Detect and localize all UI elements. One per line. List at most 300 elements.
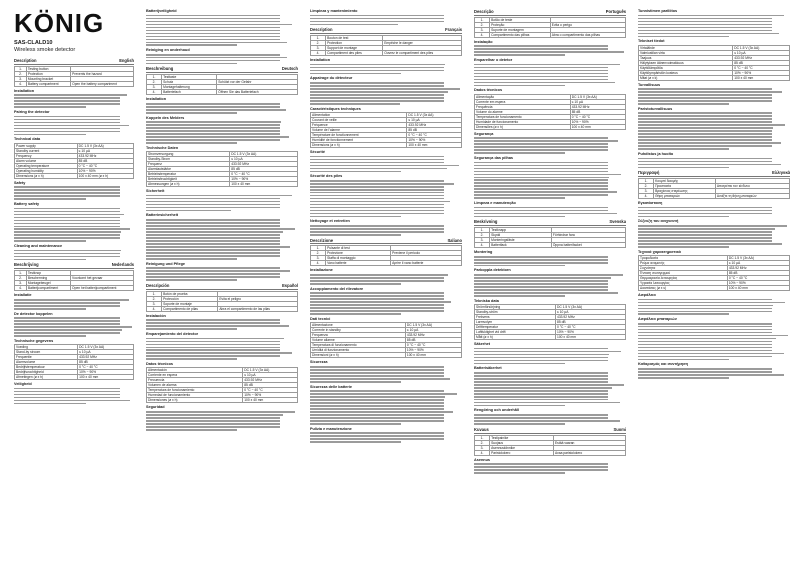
table-cell: Temperatura de funcionamento — [475, 114, 571, 119]
text-line — [310, 372, 444, 374]
table-cell: 0 °C ~ 40 °C — [570, 114, 625, 119]
spec-table — [310, 35, 462, 56]
table-cell: 3. — [15, 281, 27, 286]
text-line — [146, 130, 280, 132]
text-line — [146, 322, 280, 324]
text-line — [310, 201, 450, 203]
text-line — [146, 210, 231, 212]
subheading: Appairage du détecteur — [310, 76, 353, 81]
paragraph — [638, 207, 790, 218]
text-line — [310, 234, 401, 236]
table-cell: Afmetingen (ø x h) — [15, 375, 78, 380]
table-cell: 100 x 40 mm — [570, 124, 625, 129]
table-row — [311, 261, 462, 266]
text-line — [146, 246, 290, 248]
text-line — [474, 177, 609, 179]
paragraph — [146, 338, 298, 361]
text-line — [474, 76, 608, 78]
table-row — [475, 32, 626, 37]
table-cell: Operating humidity — [15, 168, 78, 173]
text-line — [474, 402, 620, 404]
section-header — [146, 284, 298, 290]
paragraph — [474, 64, 626, 87]
table-cell: Paristolokero — [490, 450, 554, 455]
text-line — [310, 70, 444, 72]
table-cell: Botão de teste — [490, 17, 551, 22]
text-line — [474, 143, 608, 145]
table-cell: Θερμοκρασία λειτουργίας — [639, 275, 728, 280]
subheading: Battery safety — [14, 201, 40, 206]
table-cell: ≤ 10 µA — [733, 50, 790, 55]
table-cell: Battery compartment — [26, 81, 70, 86]
table-cell: 433.92 MHz — [405, 333, 461, 338]
text-line — [14, 403, 86, 405]
text-line — [474, 348, 608, 350]
table-row — [15, 286, 134, 291]
table-cell: Aprire il vano batterie — [391, 261, 462, 266]
text-line — [474, 375, 608, 377]
paragraph — [14, 388, 134, 405]
table-cell: Υγρασία λειτουργίας — [639, 280, 728, 285]
paragraph — [310, 390, 462, 425]
text-line — [310, 228, 444, 230]
table-cell: Bedrijfsvochtigheid — [15, 370, 78, 375]
table-cell: Volumen de alarma — [147, 383, 243, 388]
table-cell: Strömförsörjning — [475, 305, 556, 310]
table-cell: Standby-ström — [475, 310, 556, 315]
table-cell: Estää vaaran — [553, 440, 625, 445]
table-cell: 433.92 MHz — [243, 378, 298, 383]
subheading: Instalação — [474, 39, 493, 44]
table-cell: Batterijcompartiment — [26, 286, 70, 291]
text-line — [310, 156, 444, 158]
text-line — [474, 399, 608, 401]
text-line — [310, 295, 444, 297]
subheading: Batterijveiligheid — [146, 9, 177, 13]
text-line — [638, 210, 772, 212]
text-line — [638, 130, 772, 132]
table-cell: 85 dB — [727, 270, 789, 275]
text-line — [146, 136, 289, 138]
text-line — [638, 353, 784, 355]
text-line — [474, 140, 618, 142]
table-cell: 0 °C ~ 40 °C — [230, 172, 298, 177]
text-line — [638, 142, 781, 144]
subheading: Sicherheit — [146, 189, 165, 194]
section-header — [310, 239, 462, 245]
table-cell: Suporte de montagem — [490, 27, 551, 32]
table-cell: Compartiment des piles — [326, 51, 383, 56]
text-line — [638, 118, 772, 120]
text-line — [146, 44, 237, 46]
table-cell: Mounting bracket — [26, 76, 70, 81]
text-line — [638, 127, 773, 129]
text-line — [146, 207, 280, 209]
spec-table — [474, 435, 626, 456]
table-cell: 0 °C ~ 40 °C — [407, 132, 462, 137]
text-line — [14, 305, 120, 307]
text-line — [14, 103, 120, 105]
table-cell: Humidité de fonctionnement — [311, 137, 407, 142]
text-line — [474, 174, 621, 176]
section-title: Description — [310, 27, 333, 33]
text-line — [310, 307, 444, 309]
table-cell: 2. — [639, 184, 654, 189]
section-header — [474, 220, 626, 226]
table-cell: Frekvens — [475, 315, 556, 320]
text-line — [310, 24, 398, 26]
text-line — [146, 249, 280, 251]
text-line — [638, 305, 773, 307]
text-line — [146, 347, 280, 349]
text-line — [474, 286, 608, 288]
text-line — [14, 131, 120, 133]
text-line — [474, 420, 620, 422]
table-cell: 4. — [475, 243, 490, 248]
text-line — [638, 377, 729, 379]
text-line — [146, 139, 280, 141]
table-cell: 3. — [15, 76, 27, 81]
table-cell: Drifttemperatur — [475, 325, 556, 330]
table-cell: ≤ 10 µA — [78, 350, 134, 355]
text-line — [474, 179, 608, 181]
table-cell: 1. — [15, 66, 27, 71]
product-code: SAS-CLALD10 — [14, 40, 53, 46]
text-line — [14, 228, 130, 230]
text-line — [146, 57, 287, 59]
text-line — [310, 405, 444, 407]
table-cell: Ένταση συναγερμού — [639, 270, 728, 275]
text-line — [638, 36, 729, 38]
paragraph — [474, 463, 626, 474]
text-line — [310, 15, 444, 17]
subheading: Installation — [310, 58, 331, 63]
spec-table — [638, 255, 790, 291]
table-cell: 10% ~ 90% — [570, 119, 625, 124]
subheading: Installation — [146, 97, 167, 102]
table-cell: Previene il pericolo — [391, 251, 462, 256]
text-line — [474, 171, 608, 173]
table-row — [15, 173, 134, 178]
table-cell: Suojaus — [490, 440, 554, 445]
text-line — [310, 411, 453, 413]
text-line — [310, 91, 448, 93]
text-line — [146, 423, 280, 425]
table-cell: 85 dB — [230, 167, 298, 172]
paragraph — [146, 267, 298, 281]
text-line — [638, 24, 772, 26]
table-cell: 100 x 40 mm — [405, 353, 461, 358]
table-cell: Avaa paristolokero — [553, 450, 625, 455]
text-line — [474, 210, 608, 212]
text-line — [310, 210, 444, 212]
subheading: Montering — [474, 250, 493, 255]
spec-table — [638, 178, 790, 199]
text-line — [14, 106, 86, 108]
text-line — [310, 100, 444, 102]
text-line — [638, 299, 772, 301]
paragraph — [310, 64, 462, 75]
subheading: Εγκατάσταση — [638, 201, 663, 206]
subheading: Emparelhar o detetor — [474, 58, 513, 63]
paragraph — [310, 225, 462, 236]
table-cell: Volume de l'alarme — [311, 127, 407, 132]
text-line — [310, 88, 460, 90]
text-line — [146, 237, 280, 239]
table-row — [147, 182, 298, 187]
table-cell: Dimensões (ø x h) — [475, 124, 571, 129]
text-line — [14, 122, 120, 124]
section-header — [638, 171, 790, 177]
table-cell: ≤ 10 µA — [407, 117, 462, 122]
text-line — [474, 182, 608, 184]
subheading: Pairing the detector — [14, 110, 50, 115]
text-line — [474, 191, 617, 193]
text-line — [146, 417, 280, 419]
text-line — [474, 64, 620, 66]
section-header — [14, 263, 134, 269]
table-cell: 4. — [639, 194, 654, 199]
text-line — [638, 374, 784, 376]
text-line — [474, 82, 615, 84]
text-line — [14, 240, 86, 242]
text-line — [474, 372, 608, 374]
table-cell: Bouton de test — [326, 36, 383, 41]
paragraph — [474, 162, 626, 200]
text-line — [14, 332, 120, 334]
paragraph — [146, 219, 298, 259]
text-line — [638, 231, 772, 233]
table-cell: 1. — [147, 291, 162, 296]
table-cell: Luftfuktighet vid drift — [475, 330, 556, 335]
table-cell: Dimensions (ø x h) — [311, 142, 407, 147]
table-cell: 1. — [147, 75, 162, 80]
text-line — [474, 73, 608, 75]
text-line — [474, 292, 618, 294]
text-line — [310, 216, 401, 218]
spec-table — [146, 74, 298, 95]
table-cell: 85 dB — [407, 127, 462, 132]
table-cell: Temperatura de funcionamiento — [147, 388, 243, 393]
text-line — [310, 310, 444, 312]
text-line — [474, 162, 608, 164]
table-cell: 0 °C ~ 40 °C — [555, 325, 625, 330]
table-cell: ≤ 10 µA — [570, 99, 625, 104]
paragraph — [474, 256, 626, 267]
text-line — [474, 188, 608, 190]
table-cell: 2. — [311, 251, 326, 256]
table-cell: 1. — [15, 271, 27, 276]
language-label: Português — [605, 9, 626, 14]
paragraph — [14, 94, 134, 108]
text-line — [638, 228, 775, 230]
table-cell: Συχνότητα — [639, 265, 728, 270]
table-cell: Staffa di montaggio — [326, 256, 391, 261]
text-line — [310, 399, 444, 401]
paragraph — [638, 88, 790, 105]
text-line — [474, 384, 624, 386]
language-label: Ελληνικά — [772, 170, 790, 176]
text-line — [474, 85, 565, 87]
subheading: Ασφάλεια μπαταριών — [638, 317, 677, 322]
text-line — [474, 197, 565, 199]
subheading: Paristoturvallisuus — [638, 106, 673, 111]
text-line — [14, 320, 120, 322]
table-cell: Standby current — [15, 148, 78, 153]
text-line — [310, 381, 401, 383]
table-cell: Käyttöympäristön kosteus — [639, 70, 733, 75]
text-line — [638, 161, 772, 163]
table-row — [147, 398, 298, 403]
text-line — [638, 27, 772, 29]
text-line — [474, 360, 608, 362]
spec-table — [474, 227, 626, 248]
text-line — [638, 225, 787, 227]
text-line — [474, 414, 608, 416]
text-line — [310, 180, 444, 182]
text-line — [310, 441, 401, 443]
text-line — [638, 213, 772, 215]
subheading: Καθαρισμός και συντήρηση — [638, 362, 689, 367]
table-cell: 100 x 40 mm — [407, 142, 462, 147]
column-2 — [146, 7, 298, 563]
text-line — [14, 125, 129, 127]
text-line — [310, 280, 444, 282]
table-cell: 2. — [475, 233, 490, 238]
table-cell: Compartimento de pilas — [162, 306, 218, 311]
text-line — [310, 390, 444, 392]
table-cell: Montagehalterung — [162, 85, 217, 90]
text-line — [310, 304, 444, 306]
text-line — [14, 217, 120, 219]
table-cell: 0 °C ~ 40 °C — [77, 163, 133, 168]
table-cell: Testknop — [26, 271, 70, 276]
subheading: Instalación — [146, 313, 166, 318]
table-row — [475, 243, 626, 248]
table-cell: Corriente en espera — [147, 373, 243, 378]
table-cell: Open the battery compartment — [71, 81, 134, 86]
text-line — [146, 124, 280, 126]
text-line — [146, 352, 292, 354]
text-line — [14, 329, 122, 331]
text-line — [146, 234, 280, 236]
text-line — [310, 67, 444, 69]
text-line — [14, 189, 120, 191]
text-line — [474, 354, 609, 356]
table-cell: 3. — [475, 445, 490, 450]
table-cell: 433.92 MHz — [407, 122, 462, 127]
table-cell: Pulsante di test — [326, 246, 391, 251]
subheading: Datos técnicos — [146, 362, 174, 367]
paragraph — [638, 368, 790, 379]
table-cell: ≤ 10 µA — [727, 260, 789, 265]
table-cell: Operating temperature — [15, 163, 78, 168]
text-line — [146, 27, 280, 29]
text-line — [14, 256, 120, 258]
text-line — [310, 313, 401, 315]
text-line — [146, 18, 280, 20]
text-line — [14, 234, 120, 236]
text-line — [310, 97, 444, 99]
table-cell: Mått (ø x h) — [475, 335, 556, 340]
text-line — [146, 411, 295, 413]
table-cell: Bedrijfstemperatuur — [15, 365, 78, 370]
text-line — [146, 319, 280, 321]
section-title: Beschrijving — [14, 262, 39, 268]
text-line — [474, 280, 608, 282]
text-line — [310, 393, 457, 395]
paragraph — [310, 366, 462, 383]
text-line — [474, 51, 624, 53]
table-cell: Frequentie — [15, 355, 78, 360]
text-line — [14, 250, 121, 252]
table-cell: ≤ 10 µA — [77, 148, 133, 153]
text-line — [310, 192, 444, 194]
table-cell: Batterifack — [490, 243, 552, 248]
table-cell: Testing button — [26, 66, 70, 71]
table-cell: Alarmlautstärke — [147, 167, 230, 172]
subheading: Τεχνικά χαρακτηριστικά — [638, 249, 681, 254]
paragraph — [14, 299, 134, 310]
table-cell: Protection — [326, 41, 383, 46]
table-cell: Protezione — [326, 251, 391, 256]
table-cell: 433.92 MHz — [727, 265, 789, 270]
table-cell: Protección — [162, 296, 218, 301]
text-line — [310, 423, 401, 425]
text-line — [146, 341, 280, 343]
column-1 — [14, 56, 134, 563]
table-cell: Corrente em espera — [475, 99, 571, 104]
subheading: Reinigung und Pflege — [146, 261, 186, 266]
paragraph — [14, 116, 134, 136]
table-cell: Mitat (ø x k) — [639, 75, 733, 80]
section-title: Kuvaus — [474, 426, 489, 432]
table-cell: 2. — [311, 41, 326, 46]
text-line — [310, 378, 450, 380]
paragraph — [310, 292, 462, 315]
text-line — [474, 472, 565, 474]
section-title: Description — [14, 58, 37, 63]
text-line — [638, 341, 772, 343]
paragraph — [474, 274, 626, 297]
brand-logo: KÖNIG — [14, 8, 105, 38]
text-line — [14, 100, 120, 102]
table-cell: DC 1.5 V (3x AA) — [733, 45, 790, 50]
column-5 — [638, 7, 790, 563]
table-cell: 0 °C ~ 40 °C — [78, 365, 134, 370]
text-line — [146, 355, 280, 357]
spec-table — [638, 45, 790, 81]
text-line — [474, 283, 608, 285]
paragraph — [146, 15, 298, 47]
text-line — [474, 265, 565, 267]
table-cell: 10% ~ 90% — [78, 370, 134, 375]
subheading: Limpeza e manutenção — [474, 201, 516, 206]
text-line — [146, 198, 280, 200]
table-cell: Αποτρέπει τον κίνδυνο — [715, 184, 789, 189]
subheading: Sécurité — [310, 149, 325, 154]
text-line — [310, 171, 401, 173]
spec-table — [146, 367, 298, 403]
table-cell: Evita el peligro — [218, 296, 298, 301]
text-line — [638, 338, 776, 340]
table-cell: Betriebsfeuchtigkeit — [147, 177, 230, 182]
text-line — [146, 338, 284, 340]
subheading: Installazione — [310, 268, 333, 273]
spec-table — [14, 270, 134, 291]
text-line — [310, 183, 454, 185]
text-line — [474, 262, 608, 264]
